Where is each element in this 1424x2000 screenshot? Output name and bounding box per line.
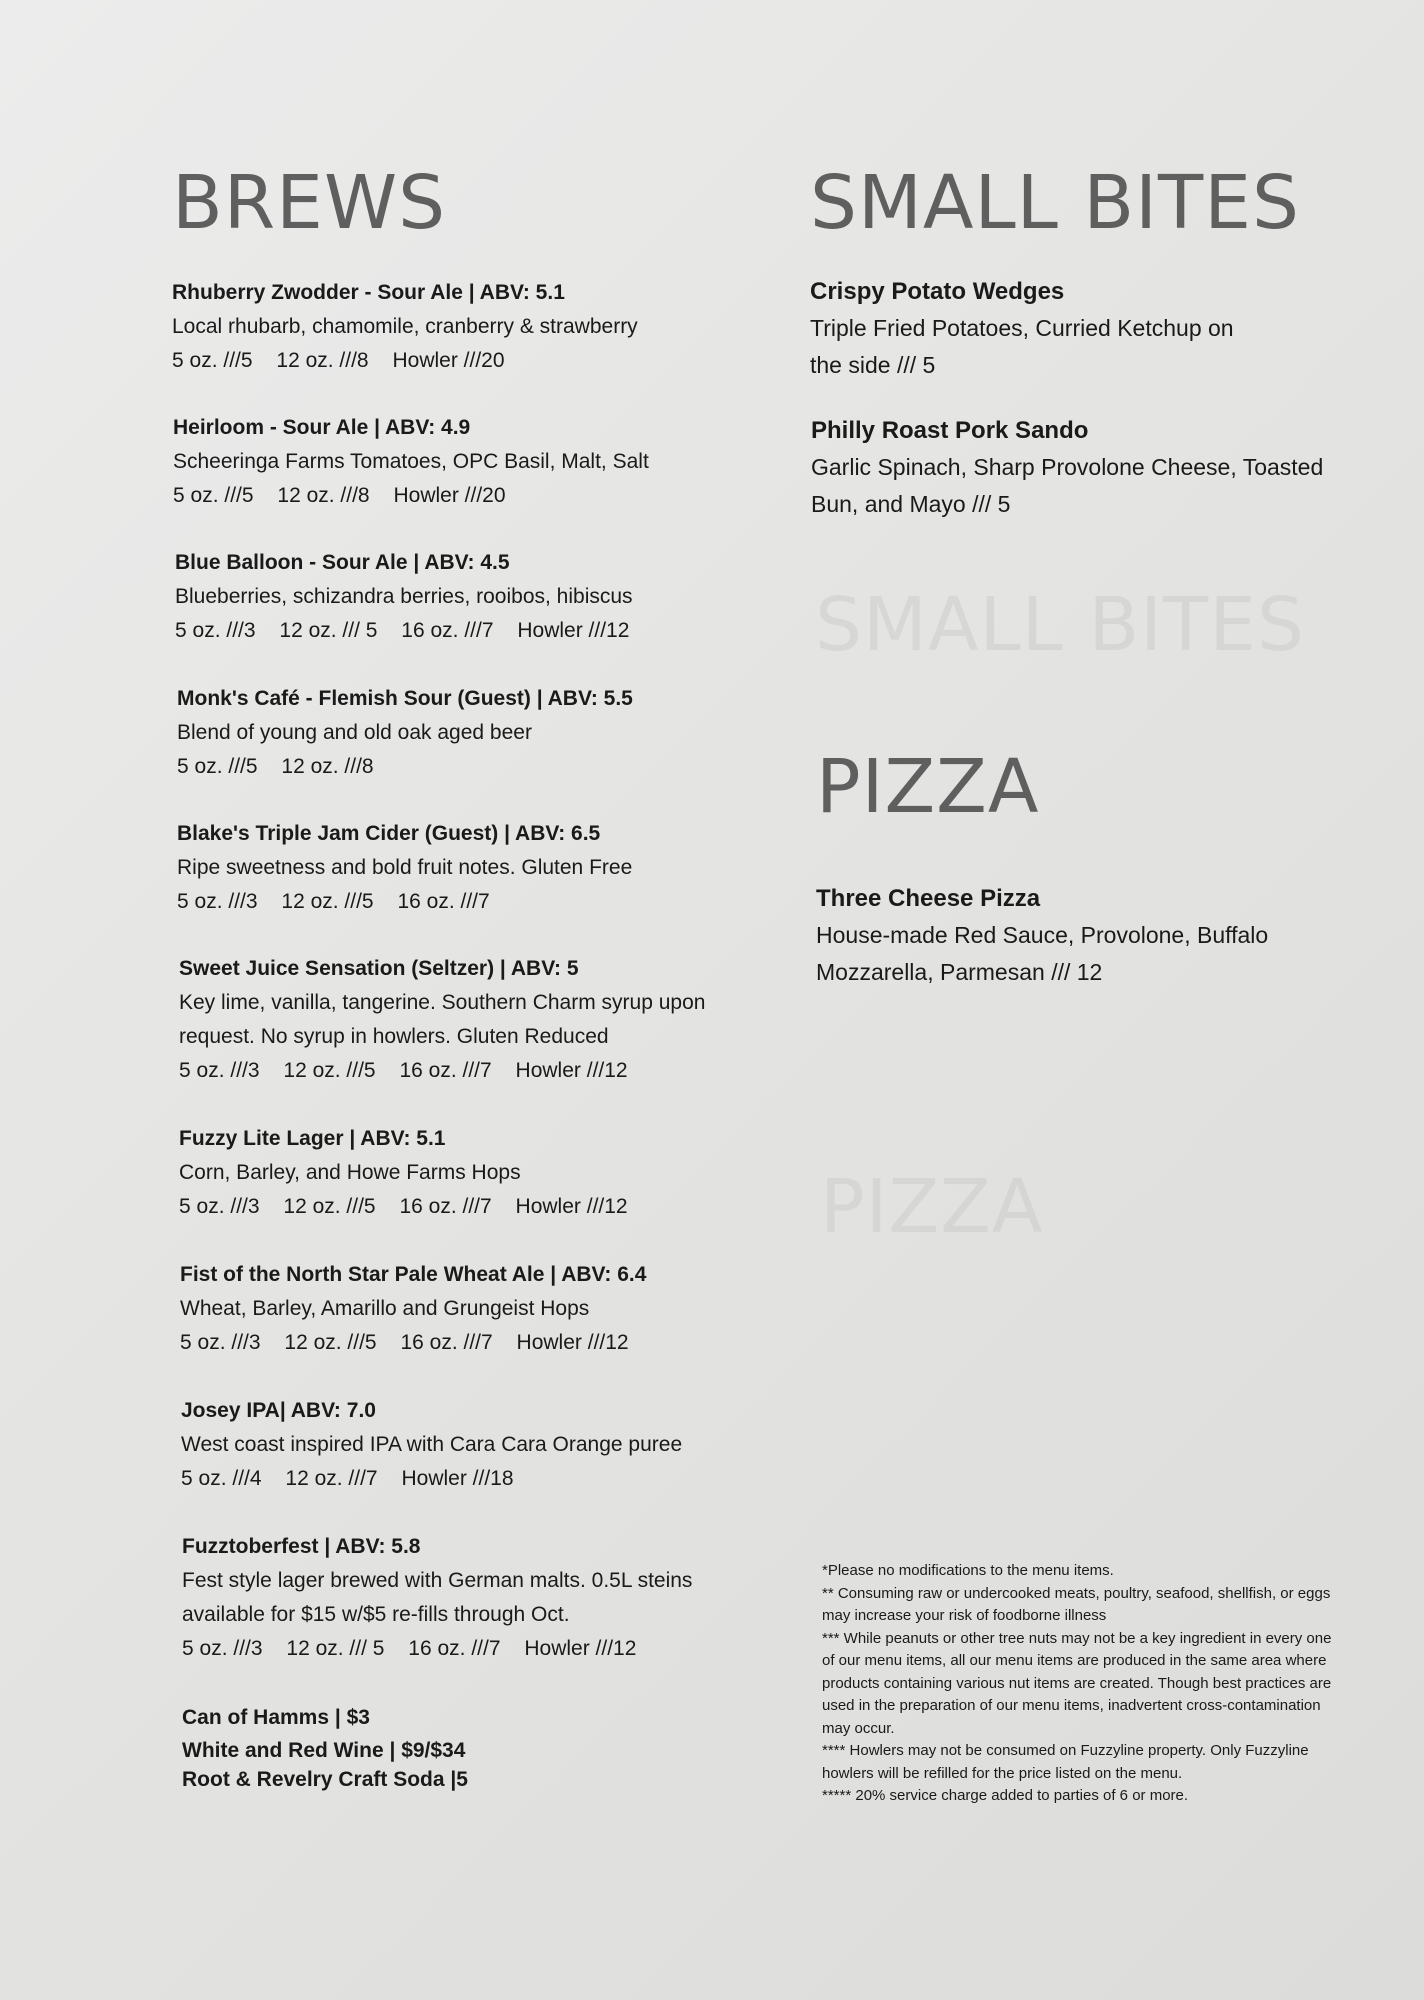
brew-name: Blake's Triple Jam Cider (Guest) | ABV: 6.5 xyxy=(177,822,601,845)
footnote: *Please no modifications to the menu items. xyxy=(822,1562,1114,1579)
brew-item-6 xyxy=(179,952,724,1088)
price: 12 oz. ///8 xyxy=(277,484,370,507)
brew-item-3 xyxy=(175,546,735,648)
brew-name: Fuzzy Lite Lager | ABV: 5.1 xyxy=(179,1127,446,1150)
brew-prices xyxy=(175,614,735,648)
brew-item-4 xyxy=(177,682,757,784)
price: 5 oz. ///3 xyxy=(179,1195,260,1218)
price: 12 oz. ///5 xyxy=(281,890,374,913)
brew-prices xyxy=(181,1462,781,1496)
brew-prices xyxy=(177,750,757,784)
price: 5 oz. ///3 xyxy=(177,890,258,913)
brew-name: Fist of the North Star Pale Wheat Ale | ABV: 6.4 xyxy=(180,1263,647,1286)
brew-item-2 xyxy=(173,411,733,513)
brew-name: Sweet Juice Sensation (Seltzer) | ABV: 5 xyxy=(179,957,579,980)
brew-desc: West coast inspired IPA with Cara Cara Orange puree xyxy=(181,1433,683,1456)
footnote: ***** 20% service charge added to parties of 6 or more. xyxy=(822,1787,1189,1804)
brew-item-10 xyxy=(182,1530,727,1666)
price: 16 oz. ///7 xyxy=(408,1637,501,1660)
brews-title: BREWS xyxy=(172,160,447,246)
brew-item-9 xyxy=(181,1394,781,1496)
price: Howler ///12 xyxy=(516,1331,629,1354)
price: 5 oz. ///3 xyxy=(175,619,256,642)
pizza-desc: House-made Red Sauce, Provolone, Buffalo Mozzarella, Parmesan /// 12 xyxy=(816,922,1269,985)
price: 12 oz. ///7 xyxy=(285,1467,378,1490)
price: 12 oz. ///5 xyxy=(284,1331,377,1354)
brew-prices xyxy=(172,344,732,378)
pizza-ghost-title: PIZZA xyxy=(820,1164,1044,1250)
brew-desc: Corn, Barley, and Howe Farms Hops xyxy=(179,1161,521,1184)
price: 12 oz. ///5 xyxy=(283,1195,376,1218)
small-bites-title: SMALL BITES xyxy=(810,160,1300,246)
price: Howler ///18 xyxy=(401,1467,514,1490)
brew-name: Monk's Café - Flemish Sour (Guest) | ABV: 5.5 xyxy=(177,687,633,710)
brew-name: Blue Balloon - Sour Ale | ABV: 4.5 xyxy=(175,551,510,574)
bite-item-1 xyxy=(810,273,1350,384)
price: Howler ///20 xyxy=(392,349,505,372)
price: 5 oz. ///3 xyxy=(182,1637,263,1660)
brew-item-1 xyxy=(172,276,732,378)
price: 5 oz. ///5 xyxy=(173,484,254,507)
extra-item: Root & Revelry Craft Soda |5 xyxy=(182,1768,468,1791)
bite-name: Crispy Potato Wedges xyxy=(810,278,1065,305)
brew-name: Fuzztoberfest | ABV: 5.8 xyxy=(182,1535,421,1558)
brew-item-7 xyxy=(179,1122,759,1224)
price: Howler ///12 xyxy=(524,1637,637,1660)
price: 5 oz. ///5 xyxy=(172,349,253,372)
brew-prices xyxy=(173,479,733,513)
price: Howler ///12 xyxy=(517,619,630,642)
extras-list xyxy=(182,1701,742,1793)
price: 5 oz. ///5 xyxy=(177,755,258,778)
pizza-name: Three Cheese Pizza xyxy=(816,885,1041,912)
footnotes xyxy=(822,1560,1347,1808)
footnote: *** While peanuts or other tree nuts may not be a key ingredient in every one of our menu items, all our menu items are produced in the same area where products containing various nut items are created. Though best practices are used in the preparation of our menu items, inadvertent cross-contamination may occur. xyxy=(822,1629,1332,1737)
brew-name: Josey IPA| ABV: 7.0 xyxy=(181,1399,376,1422)
price: 12 oz. /// 5 xyxy=(279,619,378,642)
brew-prices xyxy=(177,885,757,919)
price: 12 oz. ///8 xyxy=(281,755,374,778)
price: 16 oz. ///7 xyxy=(401,619,494,642)
brew-desc: Wheat, Barley, Amarillo and Grungeist Hops xyxy=(180,1297,590,1320)
bite-desc: Triple Fried Potatoes, Curried Ketchup on the side /// 5 xyxy=(810,315,1234,378)
brew-desc: Blueberries, schizandra berries, rooibos, hibiscus xyxy=(175,585,633,608)
pizza-title: PIZZA xyxy=(816,744,1040,830)
bite-desc: Garlic Spinach, Sharp Provolone Cheese, Toasted Bun, and Mayo /// 5 xyxy=(811,454,1324,517)
brew-item-8 xyxy=(180,1258,780,1360)
footnote: ** Consuming raw or undercooked meats, poultry, seafood, shellfish, or eggs may increase your risk of foodborne illness xyxy=(822,1584,1331,1624)
brew-prices xyxy=(182,1632,727,1666)
price: 16 oz. ///7 xyxy=(399,1059,492,1082)
brew-name: Heirloom - Sour Ale | ABV: 4.9 xyxy=(173,416,471,439)
brew-desc: Blend of young and old oak aged beer xyxy=(177,721,532,744)
brew-name: Rhuberry Zwodder - Sour Ale | ABV: 5.1 xyxy=(172,281,565,304)
pizza-item-1 xyxy=(816,880,1296,991)
price: 12 oz. ///5 xyxy=(283,1059,376,1082)
brew-desc: Ripe sweetness and bold fruit notes. Gluten Free xyxy=(177,856,633,879)
price: 5 oz. ///3 xyxy=(179,1059,260,1082)
price: 12 oz. ///8 xyxy=(276,349,369,372)
footnote: **** Howlers may not be consumed on Fuzzyline property. Only Fuzzyline howlers will be refilled for the price listed on the menu. xyxy=(822,1742,1309,1782)
brew-prices xyxy=(180,1326,780,1360)
brew-desc: Local rhubarb, chamomile, cranberry & strawberry xyxy=(172,315,638,338)
small-bites-ghost-title: SMALL BITES xyxy=(815,582,1305,668)
brew-prices xyxy=(179,1054,724,1088)
bite-name: Philly Roast Pork Sando xyxy=(811,417,1089,444)
brew-prices xyxy=(179,1190,759,1224)
price: 5 oz. ///3 xyxy=(180,1331,261,1354)
bite-item-2 xyxy=(811,412,1351,523)
price: 16 oz. ///7 xyxy=(400,1331,493,1354)
brew-item-5 xyxy=(177,817,757,919)
brew-desc: Fest style lager brewed with German malts. 0.5L steins available for $15 w/$5 re-fills through Oct. xyxy=(182,1569,693,1626)
price: 16 oz. ///7 xyxy=(399,1195,492,1218)
price: 12 oz. /// 5 xyxy=(286,1637,385,1660)
extra-item: White and Red Wine | $9/$34 xyxy=(182,1739,466,1762)
price: Howler ///20 xyxy=(393,484,506,507)
brew-desc: Key lime, vanilla, tangerine. Southern Charm syrup upon request. No syrup in howlers. Gluten Reduced xyxy=(179,991,706,1048)
extra-item: Can of Hamms | $3 xyxy=(182,1706,370,1729)
price: Howler ///12 xyxy=(515,1195,628,1218)
price: Howler ///12 xyxy=(515,1059,628,1082)
price: 5 oz. ///4 xyxy=(181,1467,262,1490)
brew-desc: Scheeringa Farms Tomatoes, OPC Basil, Malt, Salt xyxy=(173,450,649,473)
price: 16 oz. ///7 xyxy=(397,890,490,913)
